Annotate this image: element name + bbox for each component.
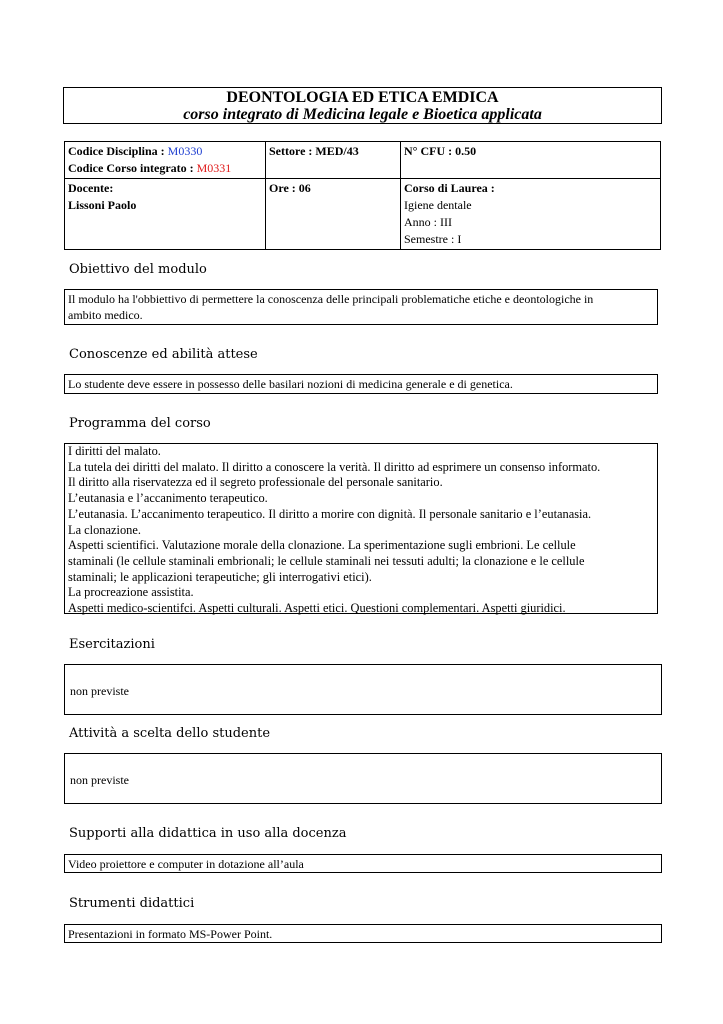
programma-line: L’eutanasia e l’accanimento terapeutico.: [68, 491, 268, 506]
codice-disciplina-value: M0330: [167, 144, 203, 158]
conoscenze-text: Lo studente deve essere in possesso delle basilari nozioni di medicina generale e di genetica.: [68, 377, 513, 391]
programma-line: staminali (le cellule staminali embrionali; le cellule staminali nei tessuti adulti; la clonazione e le cellule: [68, 553, 585, 568]
ore: Ore : 06: [269, 181, 311, 195]
ore-cell: [266, 179, 401, 250]
programma-line: La procreazione assistita.: [68, 585, 194, 600]
programma-line: La tutela dei diritti del malato. Il diritto a conoscere la verità. Il diritto ad esprimere un consenso informato.: [68, 459, 601, 474]
esercitazioni-text: non previste: [70, 684, 129, 698]
anno: Anno : III: [404, 215, 452, 229]
docente-name: Lissoni Paolo: [68, 198, 137, 212]
esercitazioni-heading: Esercitazioni: [69, 637, 155, 652]
codes-cell: [65, 142, 266, 179]
settore-cell: [266, 142, 401, 179]
programma-line: Aspetti scientifici. Valutazione morale della clonazione. La sperimentazione sugli embrioni. Le cellule: [68, 538, 576, 553]
course-title: DEONTOLOGIA ED ETICA EMDICA: [226, 89, 499, 106]
corso-laurea-cell: [401, 179, 661, 250]
programma-line: L’eutanasia. L’accanimento terapeutico. Il diritto a morire con dignità. Il personale sanitario e l’eutanasia.: [68, 506, 592, 521]
cfu-cell: [401, 142, 661, 179]
obiettivo-box: [64, 289, 658, 325]
conoscenze-box: [64, 374, 658, 394]
obiettivo-line: Il modulo ha l'obbiettivo di permettere la conoscenza delle principali problematiche etiche e deontologiche in: [68, 292, 594, 306]
obiettivo-heading: Obiettivo del modulo: [69, 262, 207, 277]
docente-label: Docente:: [68, 181, 114, 195]
obiettivo-line: ambito medico.: [68, 308, 143, 322]
programma-line: Aspetti medico-scientifci. Aspetti culturali. Aspetti etici. Questioni complementari. Aspetti giuridici.: [68, 601, 566, 616]
course-subtitle: corso integrato di Medicina legale e Bioetica applicata: [183, 106, 542, 123]
programma-line: Il diritto alla riservatezza ed il segreto professionale del personale sanitario.: [68, 475, 443, 490]
corso-laurea-name: Igiene dentale: [404, 198, 472, 212]
codice-corso-label: Codice Corso integrato :: [68, 161, 197, 175]
strumenti-text: Presentazioni in formato MS-Power Point.: [68, 927, 273, 941]
attivita-heading: Attività a scelta dello studente: [69, 726, 271, 741]
strumenti-heading: Strumenti didattici: [69, 896, 195, 911]
course-info-table: [64, 141, 661, 250]
attivita-text: non previste: [70, 773, 129, 787]
codice-corso-value: M0331: [196, 161, 232, 175]
supporti-box: [64, 854, 662, 873]
programma-line: La clonazione.: [68, 522, 141, 537]
codice-disciplina-label: Codice Disciplina :: [68, 144, 168, 158]
docente-cell: [65, 179, 266, 250]
cfu: N° CFU : 0.50: [404, 144, 477, 158]
programma-box: [64, 443, 658, 614]
course-title-box: [63, 87, 662, 124]
programma-line: I diritti del malato.: [68, 444, 161, 458]
attivita-box: [64, 753, 662, 804]
conoscenze-heading: Conoscenze ed abilità attese: [69, 347, 258, 362]
programma-line: staminali; le applicazioni terapeutiche; gli interrogativi etici).: [68, 569, 372, 584]
semestre: Semestre : I: [404, 232, 462, 246]
programma-heading: Programma del corso: [69, 416, 211, 431]
strumenti-box: [64, 924, 662, 943]
esercitazioni-box: [64, 664, 662, 715]
supporti-heading: Supporti alla didattica in uso alla docenza: [69, 826, 347, 841]
settore: Settore : MED/43: [269, 144, 359, 158]
supporti-text: Video proiettore e computer in dotazione all’aula: [68, 857, 304, 871]
corso-laurea-label: Corso di Laurea :: [404, 181, 495, 195]
